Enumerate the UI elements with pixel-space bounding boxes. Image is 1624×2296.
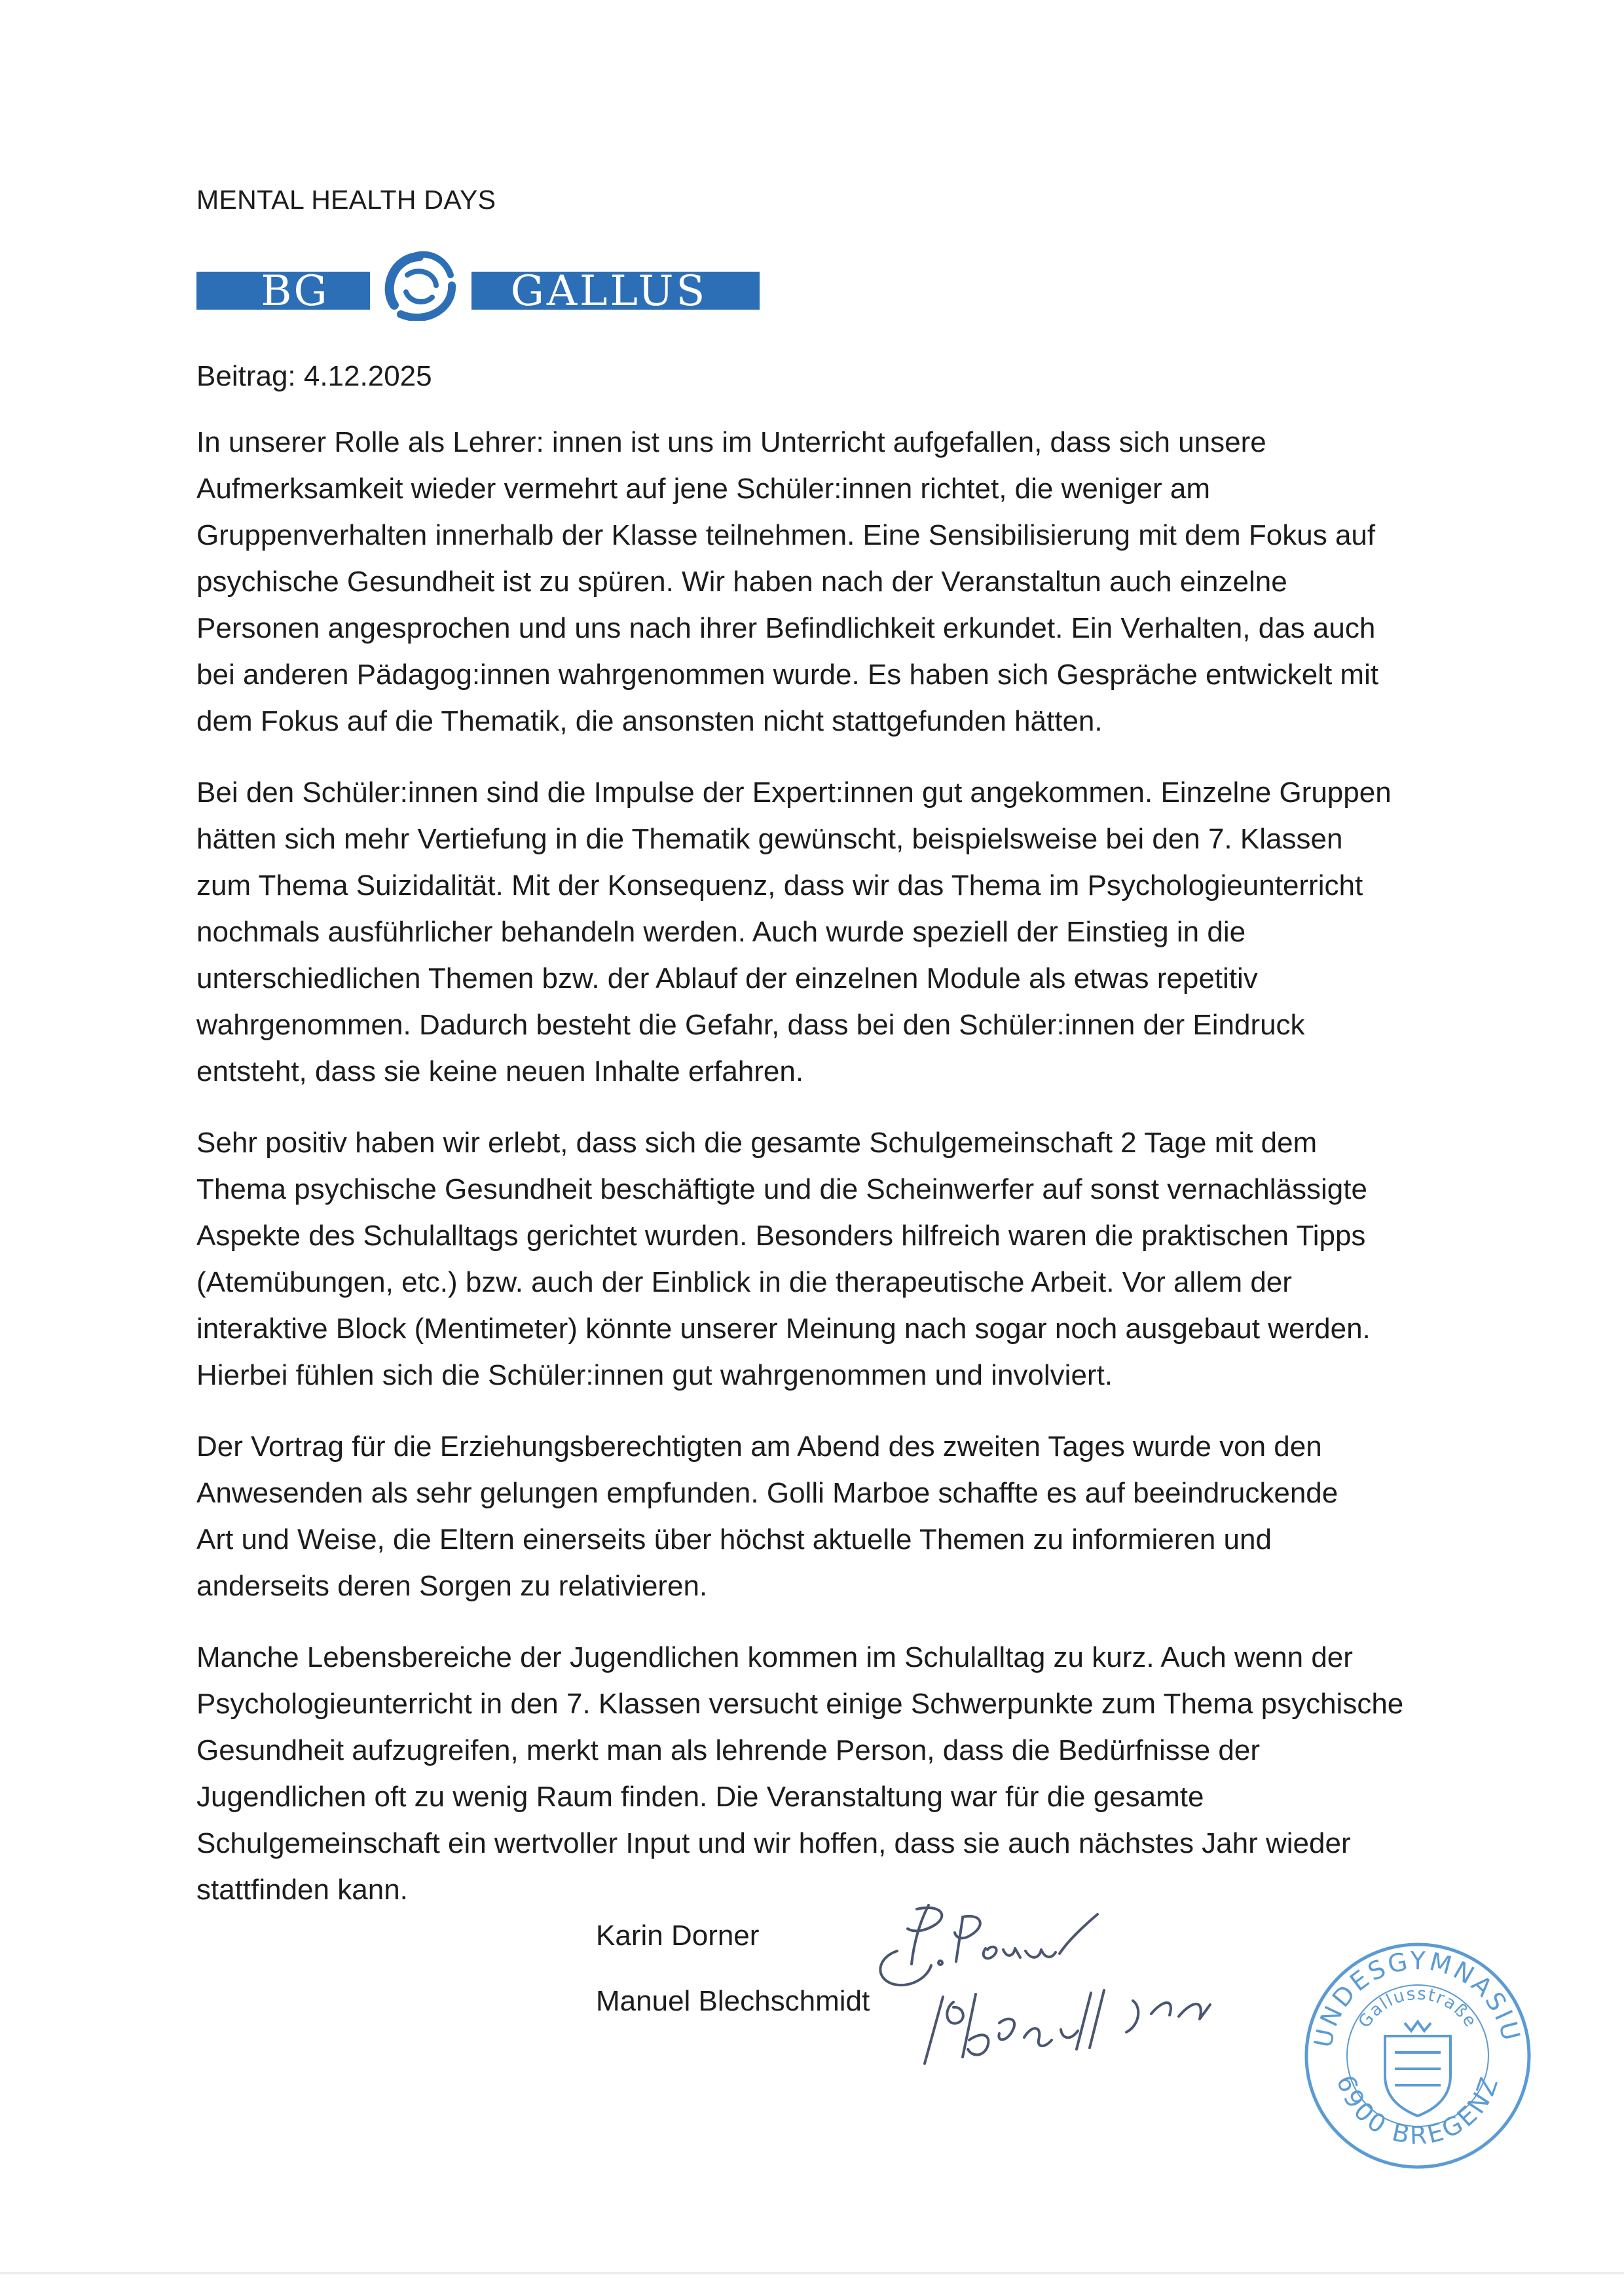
document-heading: MENTAL HEALTH DAYS [196, 185, 496, 215]
text-line: Manche Lebensbereiche der Jugendlichen kommen im Schulalltag zu kurz. Auch wenn der [196, 1641, 1353, 1673]
paragraph-4 [196, 1423, 1441, 1609]
text-line: Bei den Schüler:innen sind die Impulse der Expert:innen gut angekommen. Einzelne Gruppen [196, 776, 1392, 809]
text-line: (Atemübungen, etc.) bzw. auch der Einblick in die therapeutische Arbeit. Vor allem der [196, 1266, 1292, 1298]
school-logo [196, 249, 760, 324]
text-line: Anwesenden als sehr gelungen empfunden. Golli Marboe schaffte es auf beeindruckende [196, 1477, 1338, 1509]
stamp-inner-text: Gallusstraße [1354, 1984, 1481, 2032]
text-line: Gruppenverhalten innerhalb der Klasse teilnehmen. Eine Sensibilisierung mit dem Fokus auf [196, 519, 1376, 551]
text-line: Aspekte des Schulalltags gerichtet wurden. Besonders hilfreich waren die praktischen Tipps [196, 1220, 1366, 1252]
text-line: zum Thema Suizidalität. Mit der Konsequenz, dass wir das Thema im Psychologieunterricht [196, 869, 1363, 902]
text-line: In unserer Rolle als Lehrer: innen ist uns im Unterricht aufgefallen, dass sich unsere [196, 426, 1266, 458]
text-line: entsteht, dass sie keine neuen Inhalte erfahren. [196, 1055, 804, 1087]
swirl-logo-icon [390, 255, 452, 318]
text-line: wahrgenommen. Dadurch besteht die Gefahr, dass bei den Schüler:innen der Eindruck [196, 1009, 1305, 1041]
stamp-upper-text: UNDESGYMNASIU [1308, 1946, 1526, 2050]
text-line: stattfinden kann. [196, 1874, 408, 1906]
text-line: unterschiedlichen Themen bzw. der Ablauf der einzelnen Module als etwas repetitiv [196, 962, 1258, 994]
logo-text-left: BG [261, 267, 329, 316]
text-line: Psychologieunterricht in den 7. Klassen versucht einige Schwerpunkte zum Thema psychische [196, 1688, 1404, 1720]
text-line: nochmals ausführlicher behandeln werden. Auch wurde speziell der Einstieg in die [196, 916, 1246, 948]
coat-of-arms-icon [1385, 2022, 1450, 2116]
paragraph-1 [196, 419, 1441, 744]
paragraph-5 [196, 1634, 1441, 1913]
signer-name-2: Manuel Blechschmidt [596, 1985, 870, 2017]
logo-text-right: GALLUS [510, 267, 708, 316]
text-line: Thema psychische Gesundheit beschäftigte und die Scheinwerfer auf sonst vernachlässigte [196, 1173, 1367, 1205]
text-line: Aufmerksamkeit wieder vermehrt auf jene Schüler:innen richtet, die weniger am [196, 473, 1211, 505]
date-line: Beitrag: 4.12.2025 [196, 360, 432, 392]
text-line: psychische Gesundheit ist zu spüren. Wir haben nach der Veranstaltun auch einzelne [196, 566, 1287, 598]
text-line: Personen angesprochen und uns nach ihrer Befindlichkeit erkundet. Ein Verhalten, das auch [196, 612, 1376, 644]
text-line: Der Vortrag für die Erziehungsberechtigten am Abend des zweiten Tages wurde von den [196, 1430, 1322, 1463]
text-line: Schulgemeinschaft ein wertvoller Input und wir hoffen, dass sie auch nächstes Jahr wieder [196, 1827, 1351, 1859]
text-line: Gesundheit aufzugreifen, merkt man als lehrende Person, dass die Bedürfnisse der [196, 1734, 1261, 1766]
signature-dorner [880, 1905, 1098, 1985]
paragraph-2 [196, 769, 1441, 1095]
text-line: Jugendlichen oft zu wenig Raum finden. Die Veranstaltung war für die gesamte [196, 1781, 1204, 1813]
text-line: bei anderen Pädagog:innen wahrgenommen wurde. Es haben sich Gespräche entwickelt mit [196, 659, 1379, 691]
stamp-lower-text: 6900 BREGENZ [1331, 2071, 1505, 2150]
svg-text:6900 BREGENZ [1331, 2071, 1505, 2150]
text-line: dem Fokus auf die Thematik, die ansonsten nicht stattgefunden hätten. [196, 705, 1103, 737]
school-stamp [1300, 1938, 1536, 2177]
text-line: hätten sich mehr Vertiefung in die Thematik gewünscht, beispielsweise bei den 7. Klassen [196, 823, 1343, 855]
text-line: Art und Weise, die Eltern einerseits über höchst aktuelle Themen zu informieren und [196, 1523, 1272, 1556]
handwritten-signatures [851, 1886, 1349, 2085]
letter-body [196, 419, 1441, 1938]
text-line: Sehr positiv haben wir erlebt, dass sich die gesamte Schulgemeinschaft 2 Tage mit dem [196, 1127, 1318, 1159]
scan-edge-line [0, 2272, 1624, 2274]
paragraph-3 [196, 1120, 1441, 1398]
text-line: Hierbei fühlen sich die Schüler:innen gut wahrgenommen und involviert. [196, 1359, 1113, 1391]
signer-name-1: Karin Dorner [596, 1920, 760, 1952]
svg-text:Gallusstraße [1355, 1984, 1481, 2032]
text-line: anderseits deren Sorgen zu relativieren. [196, 1570, 708, 1602]
signature-blechschmidt [925, 1990, 1210, 2064]
text-line: interaktive Block (Mentimeter) könnte unserer Meinung nach sogar noch ausgebaut werden. [196, 1313, 1371, 1345]
